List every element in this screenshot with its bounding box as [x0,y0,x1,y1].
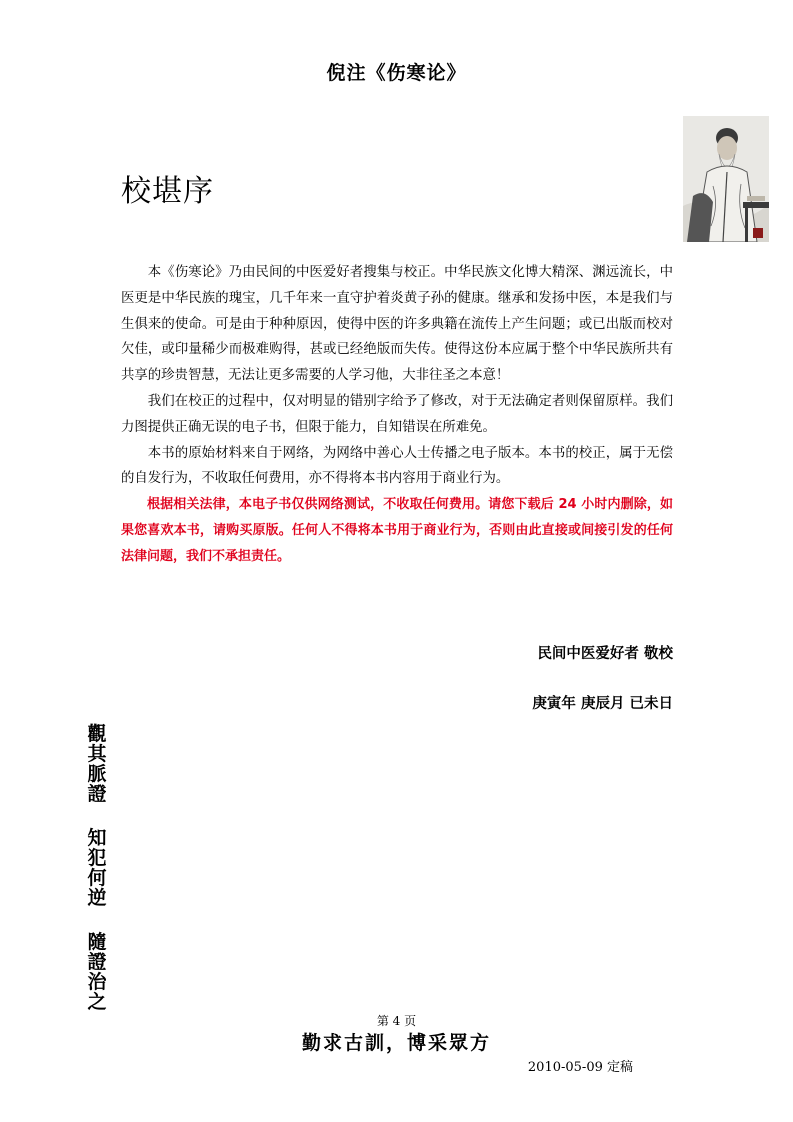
footer-motto: 勤求古訓，博采眾方 [301,1032,491,1054]
motto-char: 證 [87,951,107,973]
motto-char: 逆 [87,887,107,909]
side-motto [84,724,110,1012]
motto-char: 證 [87,783,107,805]
legal-warning: 根据相关法律，本电子书仅供网络测试，不收取任何费用。请您下载后 24 小时内删除，如果您喜欢本书，请购买原版。任何人不得将本书用于商业行为，否则由此直接或间接引发的任何法律问题，我们不承担责任。 [121,497,673,564]
motto-char: 之 [87,991,107,1013]
paragraph: 本书的原始材料来自于网络，为网络中善心人士传播之电子版本。本书的校正，属于无偿的自发行为，不收取任何费用，亦不得将本书内容用于商业行为。 [121,445,673,487]
page-number: 第 4 页 [376,1014,417,1028]
paragraph: 我们在校正的过程中，仅对明显的错别字给予了修改，对于无法确定者则保留原样。我们力图提供正确无误的电子书，但限于能力，自知错误在所难免。 [121,393,673,435]
footer-date: 2010-05-09 定稿 [527,1060,633,1075]
paragraph: 本《伤寒论》乃由民间的中医爱好者搜集与校正。中华民族文化博大精深、渊远流长，中医更是中华民族的瑰宝，几千年来一直守护着炎黄子孙的健康。继承和发扬中医，本是我们与生俱来的使命。可是由于种种原因，使得中医的许多典籍在流传上产生问题；或已出版而校对欠佳，或印量稀少而极难购得，甚或已经绝版而失传。使得这份本应属于整个中华民族所共有共享的珍贵智慧，无法让更多需要的人学习他，大非往圣之本意！ [121,265,673,384]
motto-char: 脈 [87,763,107,785]
motto-char: 隨 [87,931,107,953]
document-title: 倪注《伤寒论》 [326,62,467,84]
motto-char: 其 [87,743,107,765]
motto-char: 知 [87,827,107,849]
motto-column [84,932,110,1012]
motto-char: 治 [87,971,107,993]
motto-char: 犯 [87,847,107,869]
motto-char: 觀 [87,723,107,745]
signature-author: 民间中医爱好者 敬校 [537,646,673,662]
preface-body [121,260,673,570]
motto-column [84,828,110,908]
motto-char: 何 [87,867,107,889]
signature-date: 庚寅年 庚辰月 已未日 [532,696,673,712]
motto-column [84,724,110,804]
section-heading: 校堪序 [121,174,214,209]
portrait-image [683,116,769,242]
